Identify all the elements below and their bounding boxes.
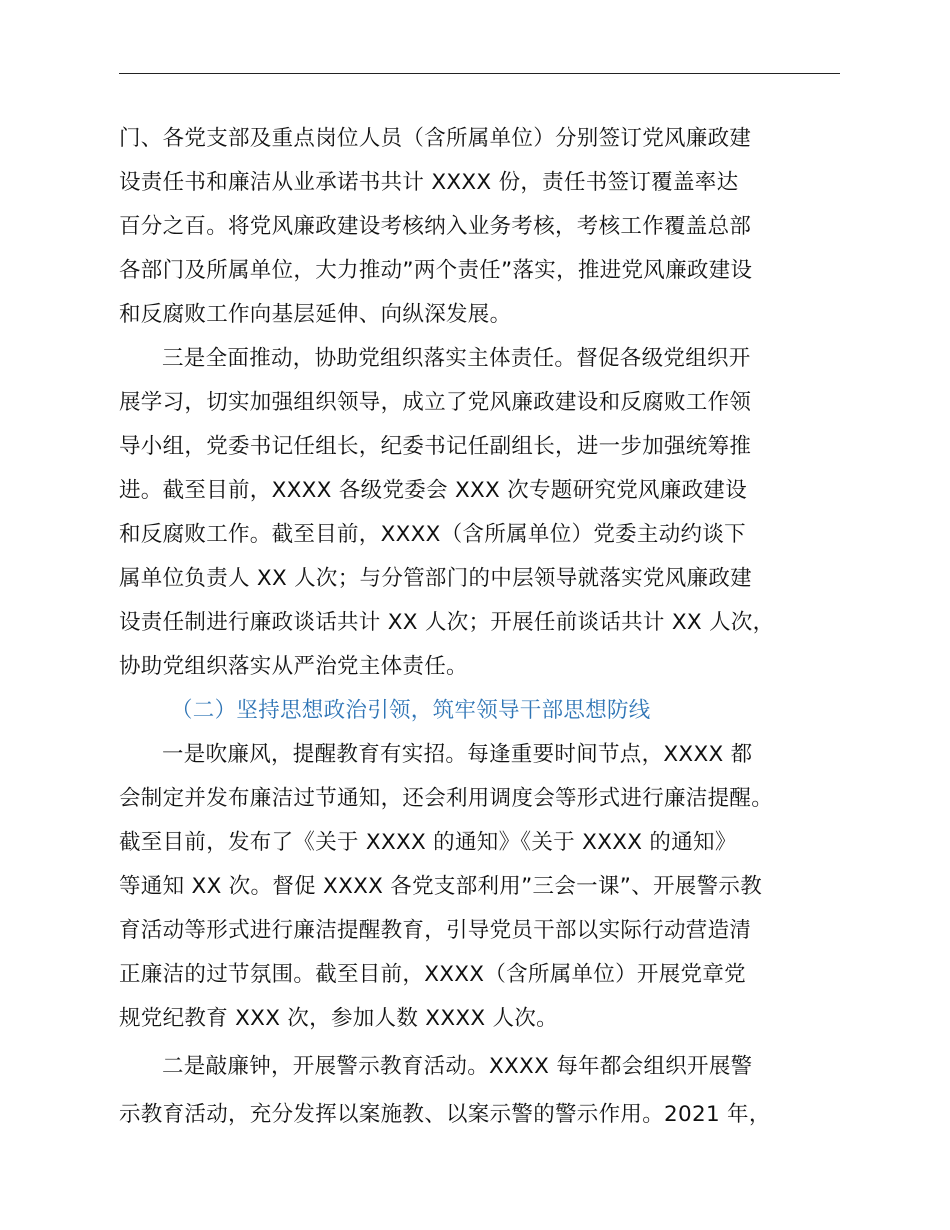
text-line: 设责任制进行廉政谈话共计 XX 人次；开展任前谈话共计 XX 人次， <box>119 610 775 635</box>
section-heading: （二）坚持思想政治引领，筑牢领导干部思想防线 <box>171 698 651 723</box>
paragraph-start-line: 一是吹廉风，提醒教育有实招。每逢重要时间节点，XXXX 都 <box>162 742 753 767</box>
text-line: 等通知 XX 次。督促 XXXX 各党支部利用”三会一课”、开展警示教 <box>119 874 762 899</box>
text-line: 属单位负责人 XX 人次；与分管部门的中层领导就落实党风廉政建 <box>119 566 752 591</box>
paragraph-start-line: 二是敲廉钟，开展警示教育活动。XXXX 每年都会组织开展警 <box>162 1054 753 1079</box>
text-line: 会制定并发布廉洁过节通知，还会利用调度会等形式进行廉洁提醒。 <box>119 786 774 811</box>
text-line: 和反腐败工作。截至目前，XXXX（含所属单位）党委主动约谈下 <box>119 522 746 547</box>
text-line: 协助党组织落实从严治党主体责任。 <box>119 654 468 679</box>
paragraph-start-line: 三是全面推动，协助党组织落实主体责任。督促各级党组织开 <box>162 346 751 371</box>
text-line: 百分之百。将党风廉政建设考核纳入业务考核，考核工作覆盖总部 <box>119 214 752 239</box>
text-line: 导小组，党委书记任组长，纪委书记任副组长，进一步加强统筹推 <box>119 434 752 459</box>
text-line: 示教育活动，充分发挥以案施教、以案示警的警示作用。2021 年， <box>119 1102 771 1127</box>
text-line: 各部门及所属单位，大力推动”两个责任”落实，推进党风廉政建设 <box>119 258 753 283</box>
text-line: 规党纪教育 XXX 次，参加人数 XXXX 人次。 <box>119 1006 558 1031</box>
text-line: 和反腐败工作向基层延伸、向纵深发展。 <box>119 302 512 327</box>
text-line: 正廉洁的过节氛围。截至目前，XXXX（含所属单位）开展党章党 <box>119 962 746 987</box>
text-line: 展学习，切实加强组织领导，成立了党风廉政建设和反腐败工作领 <box>119 390 752 415</box>
text-line: 设责任书和廉洁从业承诺书共计 XXXX 份，责任书签订覆盖率达 <box>119 170 739 195</box>
header-rule <box>119 73 840 74</box>
text-line: 截至目前，发布了《关于 XXXX 的通知》《关于 XXXX 的通知》 <box>119 830 737 855</box>
text-line: 育活动等形式进行廉洁提醒教育，引导党员干部以实际行动营造清 <box>119 918 752 943</box>
document-body <box>119 117 864 1137</box>
text-line: 进。截至目前，XXXX 各级党委会 XXX 次专题研究党风廉政建设 <box>119 478 748 503</box>
text-line: 门、各党支部及重点岗位人员（含所属单位）分别签订党风廉政建 <box>119 126 752 151</box>
